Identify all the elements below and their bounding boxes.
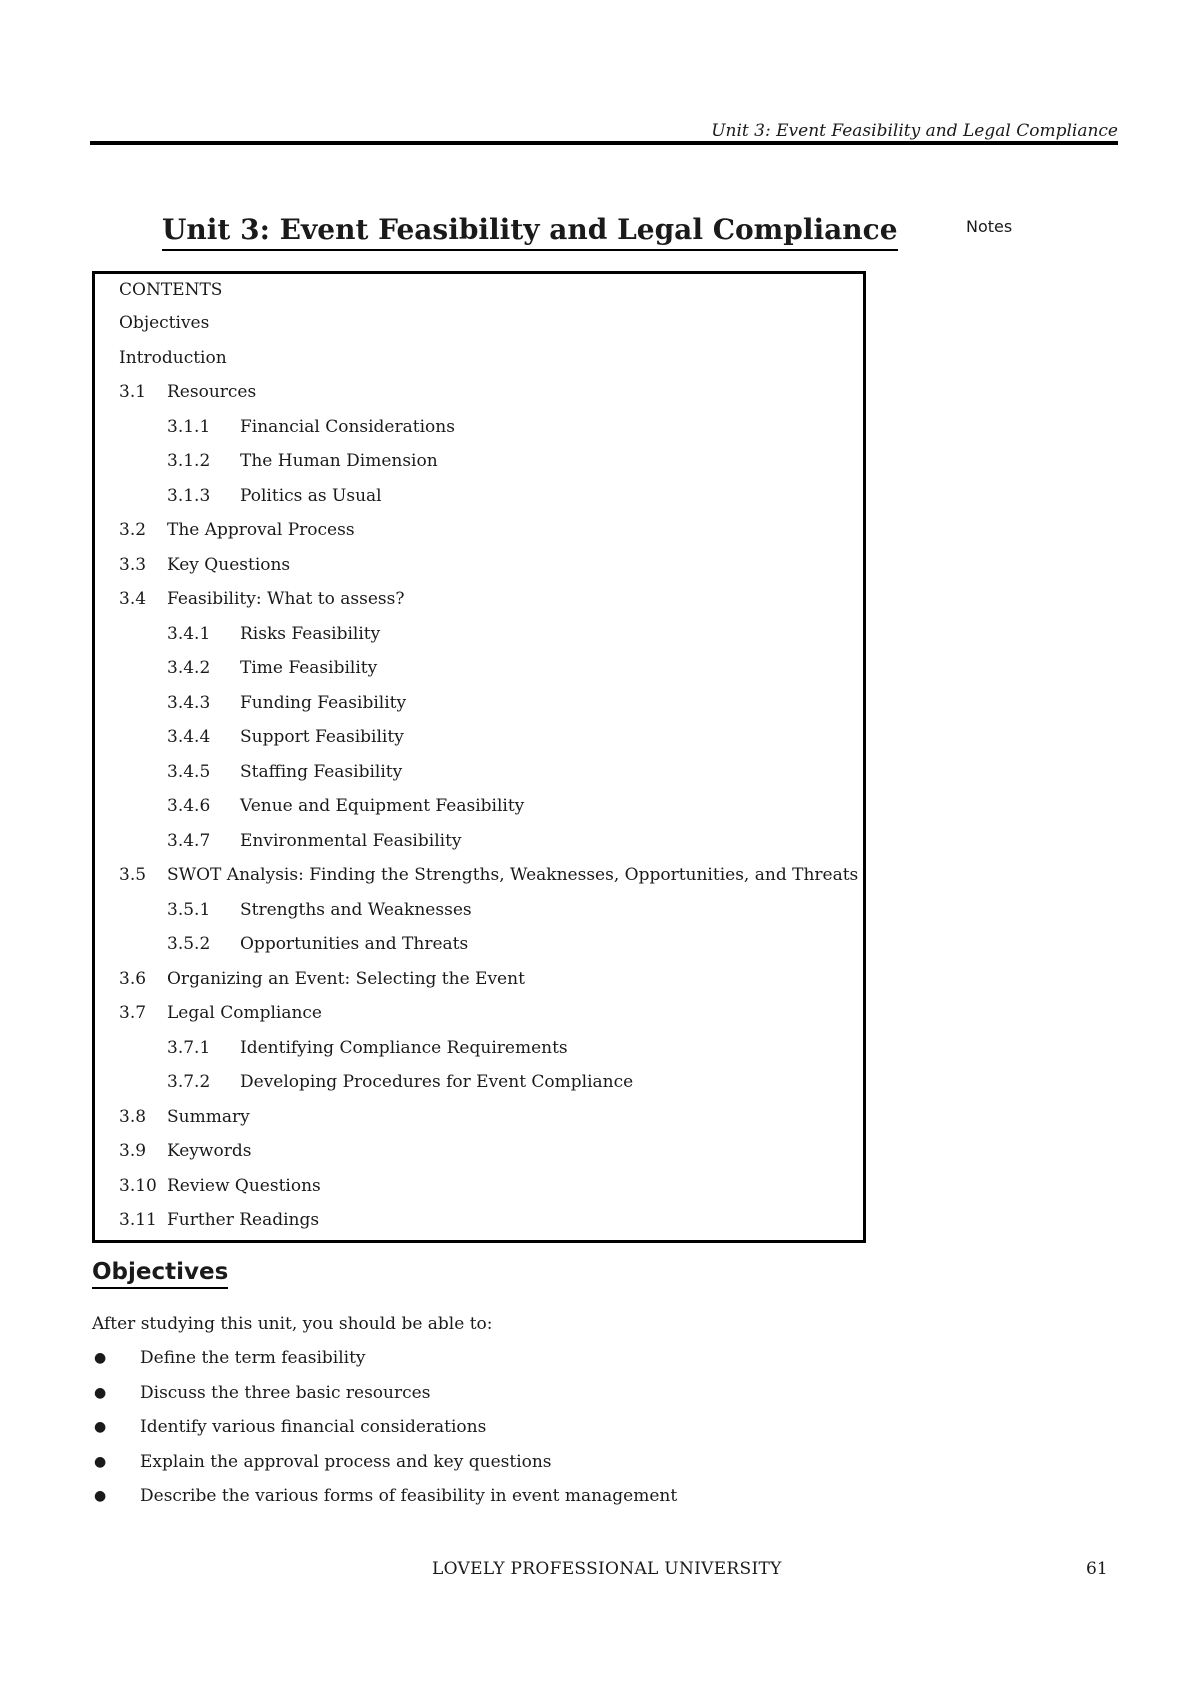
toc-entry-number: 3.8 bbox=[119, 1106, 147, 1127]
unit-title: Unit 3: Event Feasibility and Legal Compliance bbox=[162, 213, 898, 251]
toc-entry bbox=[95, 657, 863, 692]
toc-entry-label: Opportunities and Threats bbox=[240, 934, 469, 954]
toc-entry-label: Time Feasibility bbox=[240, 658, 378, 678]
toc-entry-label: Keywords bbox=[167, 1141, 252, 1161]
toc-entry-label: Environmental Feasibility bbox=[240, 830, 462, 851]
toc-entry-label: Identifying Compliance Requirements bbox=[240, 1037, 568, 1058]
bullet-icon: ● bbox=[94, 1350, 107, 1366]
toc-entry-number: 3.4.5 bbox=[167, 761, 211, 782]
toc-entry bbox=[95, 554, 863, 589]
toc-entry bbox=[95, 347, 863, 382]
toc-entry bbox=[95, 726, 863, 761]
toc-entry-label: Key Questions bbox=[167, 554, 291, 575]
toc-entry-label: Legal Compliance bbox=[167, 1003, 322, 1023]
contents-box bbox=[92, 271, 866, 1243]
objective-item bbox=[92, 1485, 677, 1520]
toc-entry bbox=[95, 1037, 863, 1072]
objective-text: Discuss the three basic resources bbox=[140, 1382, 431, 1403]
toc-entry-number: 3.4.6 bbox=[167, 796, 211, 816]
objective-item bbox=[92, 1451, 677, 1486]
toc-entry bbox=[95, 485, 863, 520]
toc-entry-label: Support Feasibility bbox=[240, 727, 404, 747]
toc-entry bbox=[95, 830, 863, 865]
toc-entry-label: Funding Feasibility bbox=[240, 692, 407, 713]
toc-entry-number: 3.4.1 bbox=[167, 623, 211, 644]
toc-entry bbox=[95, 450, 863, 485]
toc-entry-number: 3.10 bbox=[119, 1175, 157, 1196]
toc-entry-number: 3.11 bbox=[119, 1210, 157, 1230]
toc-entry bbox=[95, 1175, 863, 1210]
toc-entry bbox=[95, 795, 863, 830]
toc-entry bbox=[95, 692, 863, 727]
bullet-icon: ● bbox=[94, 1453, 107, 1470]
toc-entry-number: 3.6 bbox=[119, 968, 147, 989]
toc-entry bbox=[95, 864, 863, 899]
toc-entry-label: The Approval Process bbox=[167, 520, 355, 540]
objectives-heading: Objectives bbox=[92, 1258, 228, 1289]
bullet-icon: ● bbox=[94, 1488, 107, 1504]
toc-entry bbox=[95, 1002, 863, 1037]
toc-entry-number: 3.2 bbox=[119, 520, 147, 540]
toc-entry bbox=[95, 761, 863, 796]
contents-heading: CONTENTS bbox=[119, 280, 223, 300]
objectives-intro: After studying this unit, you should be able to: bbox=[92, 1314, 493, 1334]
toc-entry-number: 3.5.1 bbox=[167, 899, 211, 920]
objective-text: Define the term feasibility bbox=[140, 1348, 366, 1368]
table-of-contents bbox=[95, 312, 863, 1244]
toc-entry-number: 3.1 bbox=[119, 382, 147, 402]
toc-entry-number: 3.4.3 bbox=[167, 692, 211, 713]
toc-entry-label: Further Readings bbox=[167, 1210, 320, 1230]
toc-entry bbox=[95, 933, 863, 968]
footer-university: LOVELY PROFESSIONAL UNIVERSITY bbox=[432, 1559, 782, 1579]
toc-entry-number: 3.4.2 bbox=[167, 658, 211, 678]
toc-entry-number: 3.7 bbox=[119, 1003, 147, 1023]
objective-item bbox=[92, 1416, 677, 1451]
toc-entry-number: 3.4.7 bbox=[167, 830, 211, 851]
bullet-icon: ● bbox=[94, 1384, 107, 1401]
toc-entry-label: Introduction bbox=[119, 347, 227, 368]
toc-entry-number: 3.9 bbox=[119, 1141, 147, 1161]
toc-entry-number: 3.7.1 bbox=[167, 1037, 211, 1058]
toc-entry-label: SWOT Analysis: Finding the Strengths, Weaknesses, Opportunities, and Threats bbox=[167, 865, 859, 885]
toc-entry-label: Objectives bbox=[119, 313, 210, 333]
toc-entry-number: 3.3 bbox=[119, 554, 147, 575]
toc-entry bbox=[95, 416, 863, 451]
toc-entry-number: 3.7.2 bbox=[167, 1072, 211, 1092]
toc-entry-label: Feasibility: What to assess? bbox=[167, 589, 405, 609]
objective-text: Explain the approval process and key questions bbox=[140, 1451, 552, 1472]
objective-text: Describe the various forms of feasibility in event management bbox=[140, 1486, 678, 1506]
toc-entry-label: The Human Dimension bbox=[240, 451, 438, 471]
toc-entry bbox=[95, 381, 863, 416]
notes-margin-label: Notes bbox=[966, 217, 1013, 236]
running-header: Unit 3: Event Feasibility and Legal Compliance bbox=[711, 121, 1118, 141]
toc-entry-number: 3.1.3 bbox=[167, 485, 211, 506]
toc-entry bbox=[95, 519, 863, 554]
objective-item bbox=[92, 1347, 677, 1382]
toc-entry-label: Summary bbox=[167, 1106, 250, 1127]
page-number: 61 bbox=[1086, 1559, 1108, 1579]
objective-item bbox=[92, 1382, 677, 1417]
toc-entry bbox=[95, 312, 863, 347]
toc-entry-label: Review Questions bbox=[167, 1175, 321, 1196]
toc-entry bbox=[95, 623, 863, 658]
toc-entry bbox=[95, 1209, 863, 1244]
toc-entry bbox=[95, 1071, 863, 1106]
toc-entry-label: Strengths and Weaknesses bbox=[240, 899, 472, 920]
toc-entry bbox=[95, 968, 863, 1003]
toc-entry-label: Developing Procedures for Event Compliance bbox=[240, 1072, 634, 1092]
toc-entry bbox=[95, 588, 863, 623]
toc-entry-number: 3.1.1 bbox=[167, 416, 211, 437]
toc-entry bbox=[95, 1106, 863, 1141]
toc-entry-label: Financial Considerations bbox=[240, 416, 455, 437]
toc-entry bbox=[95, 1140, 863, 1175]
toc-entry-number: 3.5 bbox=[119, 865, 147, 885]
toc-entry-label: Venue and Equipment Feasibility bbox=[240, 796, 525, 816]
header-rule bbox=[90, 141, 1118, 145]
toc-entry-label: Staffing Feasibility bbox=[240, 761, 403, 782]
toc-entry-label: Resources bbox=[167, 382, 257, 402]
toc-entry-number: 3.4.4 bbox=[167, 727, 211, 747]
toc-entry bbox=[95, 899, 863, 934]
objective-text: Identify various financial considerations bbox=[140, 1417, 487, 1437]
toc-entry-number: 3.1.2 bbox=[167, 451, 211, 471]
toc-entry-label: Politics as Usual bbox=[240, 485, 382, 506]
objectives-list bbox=[92, 1347, 677, 1520]
toc-entry-number: 3.4 bbox=[119, 589, 147, 609]
toc-entry-label: Risks Feasibility bbox=[240, 623, 381, 644]
toc-entry-label: Organizing an Event: Selecting the Event bbox=[167, 968, 525, 989]
bullet-icon: ● bbox=[94, 1419, 107, 1435]
toc-entry-number: 3.5.2 bbox=[167, 934, 211, 954]
